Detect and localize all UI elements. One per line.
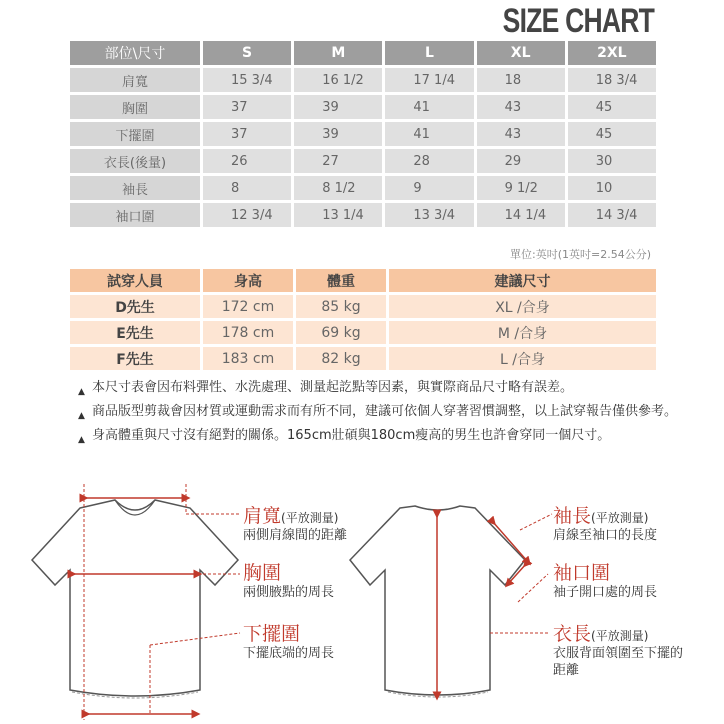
- table-cell: 14 3/4: [568, 203, 656, 227]
- sleeve-title: 袖長: [553, 505, 592, 527]
- sleeve-measure-line: [493, 522, 528, 562]
- header-cell-height: 身高: [203, 269, 293, 292]
- header-cell-xl: XL: [477, 41, 565, 65]
- header-cell-l: L: [385, 41, 473, 65]
- row-label: 胸圍: [70, 95, 200, 119]
- table-cell: 183 cm: [203, 347, 293, 370]
- cuff-label: [553, 562, 658, 601]
- table-cell: 18 3/4: [568, 68, 656, 92]
- size-table: [67, 38, 659, 230]
- hem-desc: 下擺底端的周長: [243, 646, 335, 661]
- hem-leader: [150, 633, 240, 645]
- table-cell: XL /合身: [389, 295, 656, 318]
- length-sub: (平放測量): [591, 629, 649, 643]
- note-item: [78, 379, 678, 397]
- cuff-leader: [518, 574, 548, 602]
- header-cell-m: M: [294, 41, 382, 65]
- table-cell: 45: [568, 95, 656, 119]
- sleeve-sub: (平放測量): [591, 511, 649, 525]
- fit-table-header: [70, 269, 656, 292]
- fit-table: [67, 266, 659, 373]
- table-cell: 82 kg: [296, 347, 386, 370]
- triangle-bullet-icon: ▲: [78, 435, 85, 445]
- chest-title: 胸圍: [243, 562, 282, 584]
- table-cell: 15 3/4: [203, 68, 291, 92]
- shoulder-sub: (平放測量): [281, 511, 339, 525]
- row-label: 袖口圍: [70, 203, 200, 227]
- table-cell: 28: [385, 149, 473, 173]
- shoulder-desc: 兩側肩線間的距離: [243, 528, 348, 543]
- header-cell-s: S: [203, 41, 291, 65]
- table-cell: 16 1/2: [294, 68, 382, 92]
- triangle-bullet-icon: ▲: [78, 387, 85, 397]
- hem-label: [243, 623, 335, 662]
- header-cell-part: 部位\尺寸: [70, 41, 200, 65]
- row-label: 衣長(後量): [70, 149, 200, 173]
- table-row: [70, 176, 656, 200]
- tester-name: E先生: [70, 321, 200, 344]
- tester-name: F先生: [70, 347, 200, 370]
- cuff-measure-line: [508, 564, 526, 584]
- chest-label: [243, 562, 335, 601]
- table-cell: 29: [477, 149, 565, 173]
- shoulder-title: 肩寬: [243, 505, 282, 527]
- length-desc: 衣服背面領圍至下擺的距離: [553, 646, 684, 678]
- tester-name: D先生: [70, 295, 200, 318]
- header-cell-tester: 試穿人員: [70, 269, 200, 292]
- table-cell: 27: [294, 149, 382, 173]
- shoulder-label: [243, 505, 348, 544]
- table-row: [70, 347, 656, 370]
- table-row: [70, 321, 656, 344]
- table-cell: 10: [568, 176, 656, 200]
- sleeve-leader: [520, 514, 552, 530]
- table-cell: 14 1/4: [477, 203, 565, 227]
- row-label: 下擺圍: [70, 122, 200, 146]
- table-cell: 69 kg: [296, 321, 386, 344]
- notes-list: [78, 379, 678, 451]
- table-row: [70, 68, 656, 92]
- table-cell: 17 1/4: [385, 68, 473, 92]
- chest-desc: 兩側腋點的周長: [243, 585, 335, 600]
- table-cell: 85 kg: [296, 295, 386, 318]
- table-row: [70, 122, 656, 146]
- note-text: 身高體重與尺寸沒有絕對的關係。165cm壯碩與180cm瘦高的男生也許會穿同一個尺寸。: [92, 428, 611, 443]
- table-cell: 13 3/4: [385, 203, 473, 227]
- table-cell: 12 3/4: [203, 203, 291, 227]
- table-cell: L /合身: [389, 347, 656, 370]
- length-label: [553, 623, 693, 679]
- note-item: [78, 427, 678, 445]
- header-cell-weight: 體重: [296, 269, 386, 292]
- note-item: [78, 403, 678, 421]
- sleeve-desc: 肩線至袖口的長度: [553, 528, 658, 543]
- sleeve-label: [553, 505, 658, 544]
- size-table-header: [70, 41, 656, 65]
- table-cell: 26: [203, 149, 291, 173]
- table-row: [70, 149, 656, 173]
- table-row: [70, 95, 656, 119]
- note-text: 本尺寸表會因布料彈性、水洗處理、測量起訖點等因素，與實際商品尺寸略有誤差。: [92, 380, 574, 395]
- table-cell: 39: [294, 95, 382, 119]
- table-cell: 30: [568, 149, 656, 173]
- table-cell: 37: [203, 95, 291, 119]
- table-cell: 18: [477, 68, 565, 92]
- size-chart-title: SIZE CHART: [502, 2, 654, 40]
- header-cell-suggested-size: 建議尺寸: [389, 269, 656, 292]
- table-cell: 8 1/2: [294, 176, 382, 200]
- table-cell: 43: [477, 122, 565, 146]
- table-cell: 172 cm: [203, 295, 293, 318]
- table-cell: 45: [568, 122, 656, 146]
- front-collar: [115, 500, 155, 515]
- length-title: 衣長: [553, 623, 592, 645]
- table-cell: M /合身: [389, 321, 656, 344]
- table-cell: 8: [203, 176, 291, 200]
- row-label: 肩寬: [70, 68, 200, 92]
- front-tshirt-outline: [32, 500, 238, 696]
- table-cell: 39: [294, 122, 382, 146]
- row-label: 袖長: [70, 176, 200, 200]
- table-cell: 13 1/4: [294, 203, 382, 227]
- hem-title: 下擺圍: [243, 623, 301, 645]
- triangle-bullet-icon: ▲: [78, 411, 85, 421]
- table-cell: 41: [385, 95, 473, 119]
- unit-note: 單位:英吋(1英吋=2.54公分): [510, 248, 651, 261]
- note-text: 商品版型剪裁會因材質或運動需求而有所不同，建議可依個人穿著習慣調整，以上試穿報告僅供參考。: [92, 404, 678, 419]
- cuff-title: 袖口圍: [553, 562, 611, 584]
- table-cell: 178 cm: [203, 321, 293, 344]
- table-cell: 9: [385, 176, 473, 200]
- table-cell: 43: [477, 95, 565, 119]
- cuff-desc: 袖子開口處的周長: [553, 585, 658, 600]
- table-row: [70, 295, 656, 318]
- table-cell: 41: [385, 122, 473, 146]
- header-cell-2xl: 2XL: [568, 41, 656, 65]
- table-row: [70, 203, 656, 227]
- table-cell: 37: [203, 122, 291, 146]
- table-cell: 9 1/2: [477, 176, 565, 200]
